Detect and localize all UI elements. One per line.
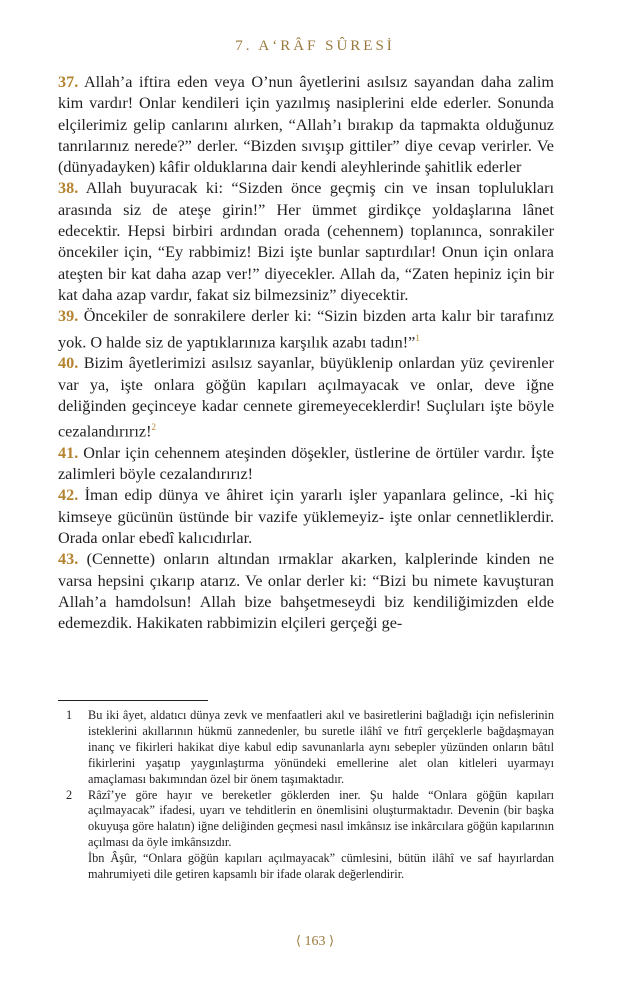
verse-number: 37.: [58, 73, 79, 91]
page-number-folio: [0, 933, 630, 950]
verse-text: İman edip dünya ve âhiret için yararlı işler yapanlara gelince, -ki hiç kimseye gücünün üstünde bir vazife yüklemeyiz- işte onlar cennetliklerdir. Orada onlar ebedî kalıcıdırlar.: [58, 486, 555, 548]
footnote-body: [88, 788, 554, 883]
footnote-ref-2[interactable]: 2: [151, 422, 156, 433]
footnote-2: [58, 788, 554, 883]
running-header: 7. A‘RÂF SÛRESİ: [235, 38, 395, 54]
footnote-number: 1: [66, 708, 73, 722]
verse-number: 38.: [58, 179, 79, 198]
footnote-ref-1[interactable]: 1: [415, 332, 420, 343]
verse-text-block: [58, 72, 554, 635]
footnote-paragraph: Bu iki âyet, aldatıcı dünya zevk ve menfaatleri akıl ve basiretlerini bağladığı için nefislerinin isteklerini akıllarının hükmü zannedenler, bu suretle ilâhî ve fıtrî gerçeklerle bağdaşmayan inanç ve fikirleri hakikat diye kabul edip savunanlarla aynı sebepler yüzünden onların bâtıl fikirlerini yaşatıp yaygınlaştırma yönündeki emellerine alet olan kitleleri uyarmayı amaçlaması bakımından özel bir önem taşımaktadır.: [88, 708, 554, 786]
verse-number: 39.: [58, 307, 79, 326]
footnote-divider: [58, 700, 208, 701]
verse-37: [58, 72, 554, 178]
verse-text: Allah buyuracak ki: “Sizden önce geçmiş cin ve insan toplulukları arasında siz de ateşe girin!” Her ümmet girdikçe yoldaşlarına lânet edecektir. Hepsi birbiri ardından orada (cehennem) toplanınca, sonrakiler öncekiler için, “Ey rabbimiz! Bizi işte bunlar saptırdılar! Onun için onlara ateşten bir kat daha azap ver!” diyecekler. Allah da, “Zaten hepiniz için bir kat daha azap vardır, fakat siz bilmezsiniz” diyecektir.: [58, 179, 554, 304]
footnote-1: [58, 708, 554, 788]
footnote-paragraph: Râzî’ye göre hayır ve bereketler göklerden iner. Şu halde “Onlara göğün kapıları açılmayacak” ifadesi, uyarı ve tehditlerin en önemlisini oluşturmaktadır. Devenin (bir başka okuyuşa göre halatın) iğne deliğinden geçmesi nasıl imkânsız ise inkârcılara göğün kapılarının açılması da öyle imkânsızdır.: [88, 787, 554, 850]
verse-text: Bizim âyetlerimizi asılsız sayanlar, büyüklenip onlardan yüz çevirenler var ya, işte onlara göğün kapıları açılmayacak ve onlar, deve iğne deliğinden geçinceye kadar cennete giremeyeceklerdir! Suçluları işte böyle cezalandırırız!: [58, 354, 555, 441]
verse-39: [58, 306, 554, 353]
folio-right-ornament: ⟩: [329, 933, 335, 948]
verse-number: 42.: [58, 486, 79, 505]
page-number: 163: [304, 934, 326, 949]
verse-40: [58, 353, 554, 443]
folio-left-ornament: ⟨: [295, 933, 301, 948]
verse-text: (Cennette) onların altından ırmaklar akarken, kalplerinde kinden ne varsa hepsini çıkarıp atarız. Ve onlar derler ki: “Bizi bu nimete kavuşturan Allah’a hamdolsun! Allah bize bahşetmeseydi biz kendiliğimizden elde edemezdik. Hakikaten rabbimizin elçileri gerçeği ge-: [58, 550, 555, 633]
footnote-body: [88, 708, 554, 788]
verse-number: 43.: [58, 550, 79, 569]
verse-number: 40.: [58, 354, 79, 373]
verse-42: [58, 485, 554, 549]
verse-41: [58, 443, 554, 486]
verse-text: Allah’a iftira eden veya O’nun âyetlerini asılsız sayandan daha zalim kim vardır! Onlar kendileri için yazılmış nasiplerini elde ederler. Sonunda elçilerimiz gelip canlarını alırken, “Allah’ı bırakıp da tapmakta olduğunuz tanrılarınız nerede?” derler. “Bizden sıvışıp gittiler” diye cevap verirler. Ve (dünyadayken) kâfir olduklarına dair kendi aleyhlerinde şahitlik ederler: [58, 73, 554, 177]
verse-text: Onlar için cehennem ateşinden döşekler, üstlerine de örtüler vardır. İşte zalimleri böyle cezalandırırız!: [58, 443, 554, 484]
footnote-number: 2: [66, 787, 73, 802]
verse-38: [58, 178, 554, 306]
footnotes: [58, 708, 554, 883]
verse-number: 41.: [58, 443, 79, 462]
verse-text: Öncekiler de sonrakilere derler ki: “Sizin bizden arta kalır bir tarafınız yok. O halde siz de yaptıklarınıza karşılık azabı tadın!”: [58, 307, 554, 351]
verse-43: [58, 549, 554, 634]
footnote-paragraph: İbn Âşûr, “Onlara göğün kapıları açılmayacak” cümlesini, bütün ilâhî ve saf hayırlardan mahrumiyeti dile getiren kapsamlı bir ifade olarak değerlendirir.: [88, 851, 554, 882]
